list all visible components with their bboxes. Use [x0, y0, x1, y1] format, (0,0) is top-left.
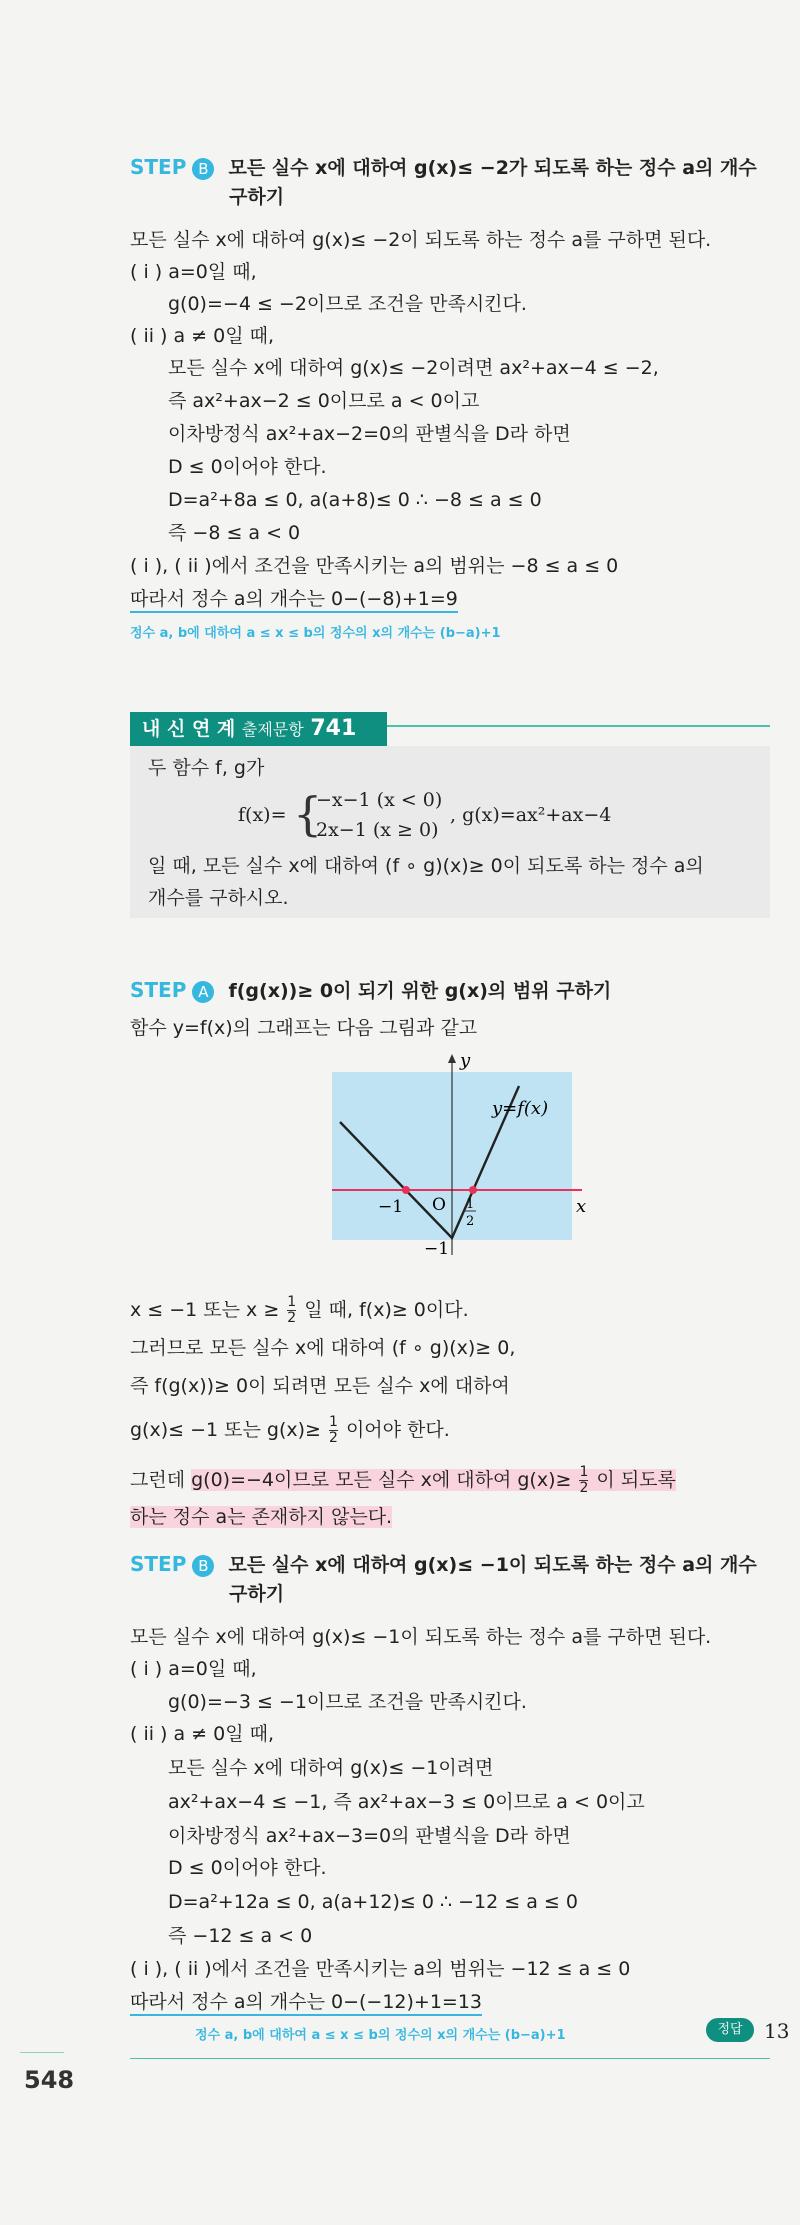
- step-label: STEP: [130, 155, 187, 179]
- text-part: g(x)≤ −1 또는 g(x)≥: [130, 1419, 321, 1441]
- text-line: D=a²+8a ≤ 0, a(a+8)≤ 0 ∴ −8 ≤ a ≤ 0: [168, 489, 542, 511]
- page-number-rule: [20, 2052, 64, 2053]
- text-line: 모든 실수 x에 대하여 g(x)≤ −2이려면 ax²+ax−4 ≤ −2,: [168, 357, 659, 379]
- answer-badge: 정답: [706, 2018, 754, 2042]
- step-badge: A: [192, 981, 214, 1003]
- highlight-line: [130, 1505, 392, 1529]
- text-line: 그러므로 모든 실수 x에 대하여 (f ∘ g)(x)≥ 0,: [130, 1337, 516, 1359]
- highlight-text: [191, 1464, 676, 1496]
- text-line: D ≤ 0이어야 한다.: [168, 1857, 327, 1879]
- fraction: [329, 1415, 338, 1446]
- tag-sub: 출제문항: [241, 720, 304, 739]
- text-part: 일 때, f(x)≥ 0이다.: [304, 1299, 469, 1321]
- tick-label-neg1: −1: [378, 1197, 404, 1217]
- text-line: ( i ) a=0일 때,: [130, 261, 257, 283]
- step-label: STEP: [130, 1552, 187, 1576]
- step-a-header: [130, 978, 611, 1003]
- fraction-den: 2: [579, 1480, 589, 1496]
- fraction-num: 1: [328, 1414, 338, 1430]
- text-part: 그런데: [130, 1469, 186, 1491]
- y-axis-arrow: [448, 1054, 456, 1063]
- case-2: 2x−1 (x ≥ 0): [316, 819, 439, 841]
- text-part: g(0)=−4이므로 모든 실수 x에 대하여 g(x)≥: [191, 1469, 572, 1491]
- text-line: D ≤ 0이어야 한다.: [168, 456, 327, 478]
- conclusion: [130, 587, 458, 611]
- fraction-den: 2: [328, 1430, 338, 1446]
- x-axis-label: x: [576, 1196, 587, 1217]
- text-part: x ≤ −1 또는 x ≥: [130, 1299, 280, 1321]
- page-number: 548: [24, 2066, 75, 2094]
- text-line: 모든 실수 x에 대하여 g(x)≤ −1이려면: [168, 1757, 494, 1779]
- fraction: [287, 1295, 296, 1326]
- text-line: ( ii ) a ≠ 0일 때,: [130, 325, 275, 347]
- text-line: D=a²+12a ≤ 0, a(a+12)≤ 0 ∴ −12 ≤ a ≤ 0: [168, 1891, 578, 1913]
- fraction-den: 2: [287, 1310, 297, 1326]
- step-title: f(g(x))≥ 0이 되기 위한 g(x)의 범위 구하기: [228, 980, 612, 1002]
- function-graph: [320, 1050, 600, 1265]
- text-line: 즉 −8 ≤ a < 0: [168, 522, 301, 544]
- text-part: 이어야 한다.: [345, 1419, 450, 1441]
- text-line: 이차방정식 ax²+ax−3=0의 판별식을 D라 하면: [168, 1825, 571, 1847]
- answer-value: 13: [764, 2019, 790, 2043]
- tag-main: 내 신 연 계: [142, 718, 236, 740]
- root-point-left: [402, 1186, 410, 1194]
- text-line: 즉 f(g(x))≥ 0이 되려면 모든 실수 x에 대하여: [130, 1375, 510, 1397]
- text-line: 즉 ax²+ax−2 ≤ 0이므로 a < 0이고: [168, 390, 480, 412]
- conclusion-text: 따라서 정수 a의 개수는 0−(−8)+1=9: [130, 588, 458, 613]
- tick-label-half-den: 2: [466, 1214, 475, 1229]
- text-line: 모든 실수 x에 대하여 g(x)≤ −2이 되도록 하는 정수 a를 구하면 된다.: [130, 229, 712, 251]
- text-line: ( i ), ( ii )에서 조건을 만족시키는 a의 범위는 −12 ≤ a ≤ 0: [130, 1958, 631, 1980]
- origin-label: O: [432, 1195, 446, 1215]
- text-line: 이차방정식 ax²+ax−2=0의 판별식을 D라 하면: [168, 423, 571, 445]
- tag-number: 741: [310, 716, 357, 741]
- note: 정수 a, b에 대하여 a ≤ x ≤ b의 정수의 x의 개수는 (b−a)+1: [195, 2028, 566, 2043]
- step-b-header: [130, 155, 757, 180]
- f-definition-lhs: f(x)=: [238, 804, 287, 826]
- tick-label-y-neg1: −1: [424, 1239, 450, 1259]
- problem-tag: [130, 712, 387, 747]
- case-1: −x−1 (x < 0): [316, 789, 443, 811]
- tick-label-half-num: 1: [466, 1197, 475, 1212]
- problem-line: 일 때, 모든 실수 x에 대하여 (f ∘ g)(x)≥ 0이 되도록 하는 정수 a의: [148, 855, 704, 877]
- note: 정수 a, b에 대하여 a ≤ x ≤ b의 정수의 x의 개수는 (b−a)+1: [130, 626, 501, 641]
- text-line: 모든 실수 x에 대하여 g(x)≤ −1이 되도록 하는 정수 a를 구하면 된다.: [130, 1626, 712, 1648]
- step-label: STEP: [130, 978, 187, 1002]
- step-title: 모든 실수 x에 대하여 g(x)≤ −2가 되도록 하는 정수 a의 개수: [228, 157, 757, 179]
- highlight-line: [130, 1465, 676, 1496]
- g-definition: , g(x)=ax²+ax−4: [450, 804, 612, 826]
- fraction-num: 1: [287, 1294, 297, 1310]
- curve-label: y=f(x): [492, 1098, 549, 1119]
- problem-line: 두 함수 f, g가: [148, 757, 265, 779]
- step-b-header: [130, 1552, 757, 1577]
- conclusion: [130, 1990, 482, 2014]
- step-badge: B: [192, 158, 214, 180]
- brace: {: [293, 787, 323, 841]
- text-line: ( i ), ( ii )에서 조건을 만족시키는 a의 범위는 −8 ≤ a ≤ 0: [130, 555, 619, 577]
- y-axis-label: y: [460, 1050, 471, 1071]
- footer-divider: [130, 2058, 770, 2059]
- fraction-num: 1: [579, 1464, 589, 1480]
- problem-line: 개수를 구하시오.: [148, 887, 289, 909]
- step-title-cont: 구하기: [229, 186, 285, 208]
- text-line: ( i ) a=0일 때,: [130, 1658, 257, 1680]
- text-line: 즉 −12 ≤ a < 0: [168, 1925, 313, 1947]
- text-line: [130, 1295, 469, 1326]
- fraction: [579, 1465, 588, 1496]
- text-line: 함수 y=f(x)의 그래프는 다음 그림과 같고: [130, 1017, 478, 1039]
- step-badge: B: [192, 1555, 214, 1577]
- text-line: ax²+ax−4 ≤ −1, 즉 ax²+ax−3 ≤ 0이므로 a < 0이고: [168, 1791, 645, 1813]
- step-title: 모든 실수 x에 대하여 g(x)≤ −1이 되도록 하는 정수 a의 개수: [228, 1554, 757, 1576]
- root-point-right: [469, 1186, 477, 1194]
- step-title-cont: 구하기: [229, 1583, 285, 1605]
- text-line: g(0)=−3 ≤ −1이므로 조건을 만족시킨다.: [168, 1691, 527, 1713]
- highlight-text: 하는 정수 a는 존재하지 않는다.: [130, 1506, 393, 1528]
- text-part: 이 되도록: [596, 1469, 676, 1491]
- conclusion-text: 따라서 정수 a의 개수는 0−(−12)+1=13: [130, 1991, 482, 2016]
- text-line: [130, 1415, 450, 1446]
- text-line: ( ii ) a ≠ 0일 때,: [130, 1723, 275, 1745]
- text-line: g(0)=−4 ≤ −2이므로 조건을 만족시킨다.: [168, 293, 527, 315]
